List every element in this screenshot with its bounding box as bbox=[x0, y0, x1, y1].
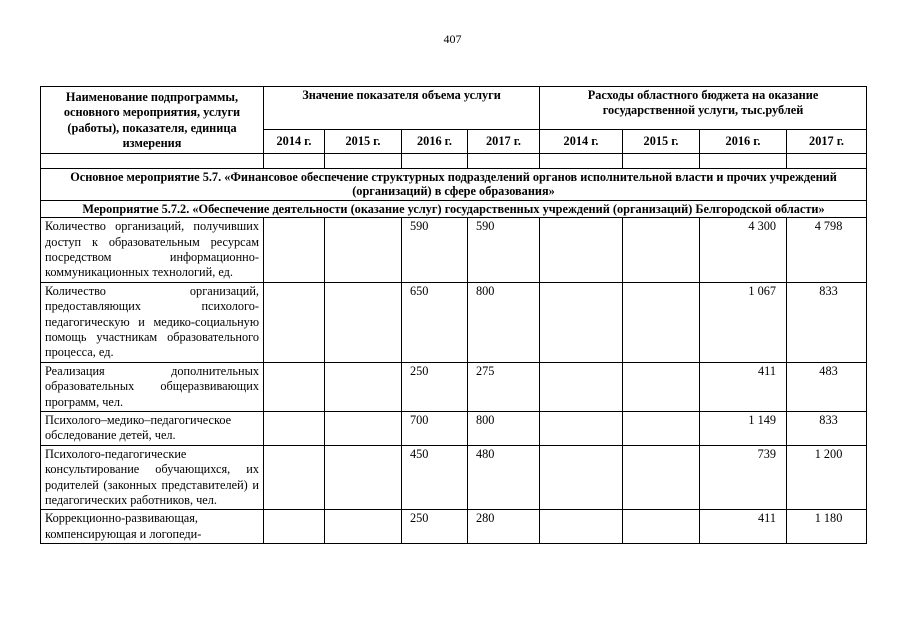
section-row bbox=[41, 168, 867, 200]
indicator-name: Психолого-педагогические консультирование обучающихся, их родителей (законных представителей) и педагогических работников, чел. bbox=[41, 445, 264, 510]
table-row bbox=[41, 218, 867, 283]
volume-cell bbox=[325, 445, 402, 510]
table-row bbox=[41, 510, 867, 544]
budget-cell: 833 bbox=[787, 412, 867, 446]
table-row bbox=[41, 445, 867, 510]
budget-cell: 4 300 bbox=[700, 218, 787, 283]
budget-table bbox=[40, 86, 867, 544]
budget-cell bbox=[623, 218, 700, 283]
budget-cell: 483 bbox=[787, 362, 867, 411]
budget-cell: 1 200 bbox=[787, 445, 867, 510]
volume-cell: 800 bbox=[468, 412, 540, 446]
section-row bbox=[41, 200, 867, 218]
budget-cell bbox=[540, 445, 623, 510]
volume-cell bbox=[325, 218, 402, 283]
header-volume-year: 2014 г. bbox=[264, 130, 325, 153]
volume-cell bbox=[264, 362, 325, 411]
header-volume-year: 2015 г. bbox=[325, 130, 402, 153]
budget-cell: 411 bbox=[700, 362, 787, 411]
budget-cell bbox=[623, 510, 700, 544]
header-name-column: Наименование подпрограммы, основного мероприятия, услуги (работы), показателя, единица измерения bbox=[41, 87, 264, 154]
volume-cell: 250 bbox=[402, 362, 468, 411]
volume-cell: 590 bbox=[468, 218, 540, 283]
indicator-name: Реализация дополнительных образовательных общеразвивающих программ, чел. bbox=[41, 362, 264, 411]
budget-cell bbox=[540, 282, 623, 362]
header-budget-year: 2014 г. bbox=[540, 130, 623, 153]
volume-cell bbox=[264, 218, 325, 283]
header-budget-year: 2015 г. bbox=[623, 130, 700, 153]
indicator-name: Коррекционно-развивающая, компенсирующая и логопеди- bbox=[41, 510, 264, 544]
volume-cell: 280 bbox=[468, 510, 540, 544]
budget-cell bbox=[623, 282, 700, 362]
volume-cell bbox=[264, 510, 325, 544]
budget-cell bbox=[623, 412, 700, 446]
budget-cell bbox=[540, 510, 623, 544]
budget-cell bbox=[623, 445, 700, 510]
volume-cell: 480 bbox=[468, 445, 540, 510]
main-activity-title: Основное мероприятие 5.7. «Финансовое обеспечение структурных подразделений органов исполнительной власти и прочих учреждений (организаций) в сфере образования» bbox=[41, 168, 867, 200]
volume-cell: 650 bbox=[402, 282, 468, 362]
volume-cell: 590 bbox=[402, 218, 468, 283]
budget-cell: 1 067 bbox=[700, 282, 787, 362]
volume-cell: 700 bbox=[402, 412, 468, 446]
header-budget-year: 2017 г. bbox=[787, 130, 867, 153]
header-volume-year: 2016 г. bbox=[402, 130, 468, 153]
volume-cell bbox=[264, 445, 325, 510]
budget-cell bbox=[540, 362, 623, 411]
budget-cell: 4 798 bbox=[787, 218, 867, 283]
page-number: 407 bbox=[443, 32, 462, 46]
budget-cell: 833 bbox=[787, 282, 867, 362]
header-budget-group: Расходы областного бюджета на оказание государственной услуги, тыс.рублей bbox=[540, 87, 867, 130]
budget-cell bbox=[540, 412, 623, 446]
table-row bbox=[41, 282, 867, 362]
volume-cell bbox=[325, 412, 402, 446]
budget-cell: 1 149 bbox=[700, 412, 787, 446]
volume-cell bbox=[264, 412, 325, 446]
volume-cell: 275 bbox=[468, 362, 540, 411]
budget-cell bbox=[623, 362, 700, 411]
volume-cell bbox=[325, 362, 402, 411]
budget-cell: 739 bbox=[700, 445, 787, 510]
header-volume-year: 2017 г. bbox=[468, 130, 540, 153]
indicator-name: Психолого–медико–педагогическое обследование детей, чел. bbox=[41, 412, 264, 446]
volume-cell bbox=[264, 282, 325, 362]
volume-cell: 800 bbox=[468, 282, 540, 362]
header-budget-year: 2016 г. bbox=[700, 130, 787, 153]
volume-cell bbox=[325, 510, 402, 544]
header-volume-group: Значение показателя объема услуги bbox=[264, 87, 540, 130]
table-row bbox=[41, 362, 867, 411]
budget-cell: 1 180 bbox=[787, 510, 867, 544]
table-row bbox=[41, 412, 867, 446]
volume-cell: 450 bbox=[402, 445, 468, 510]
indicator-name: Количество организаций, получивших доступ к образовательным ресурсам посредством информационно-коммуникационных технологий, ед. bbox=[41, 218, 264, 283]
spacer-row bbox=[41, 153, 867, 168]
volume-cell: 250 bbox=[402, 510, 468, 544]
activity-title: Мероприятие 5.7.2. «Обеспечение деятельности (оказание услуг) государственных учреждений (организаций) Белгородской области» bbox=[41, 200, 867, 218]
volume-cell bbox=[325, 282, 402, 362]
indicator-name: Количество организаций, предоставляющих психолого-педагогическую и медико-социальную помощь участникам образовательного процесса, ед. bbox=[41, 282, 264, 362]
budget-cell bbox=[540, 218, 623, 283]
budget-cell: 411 bbox=[700, 510, 787, 544]
